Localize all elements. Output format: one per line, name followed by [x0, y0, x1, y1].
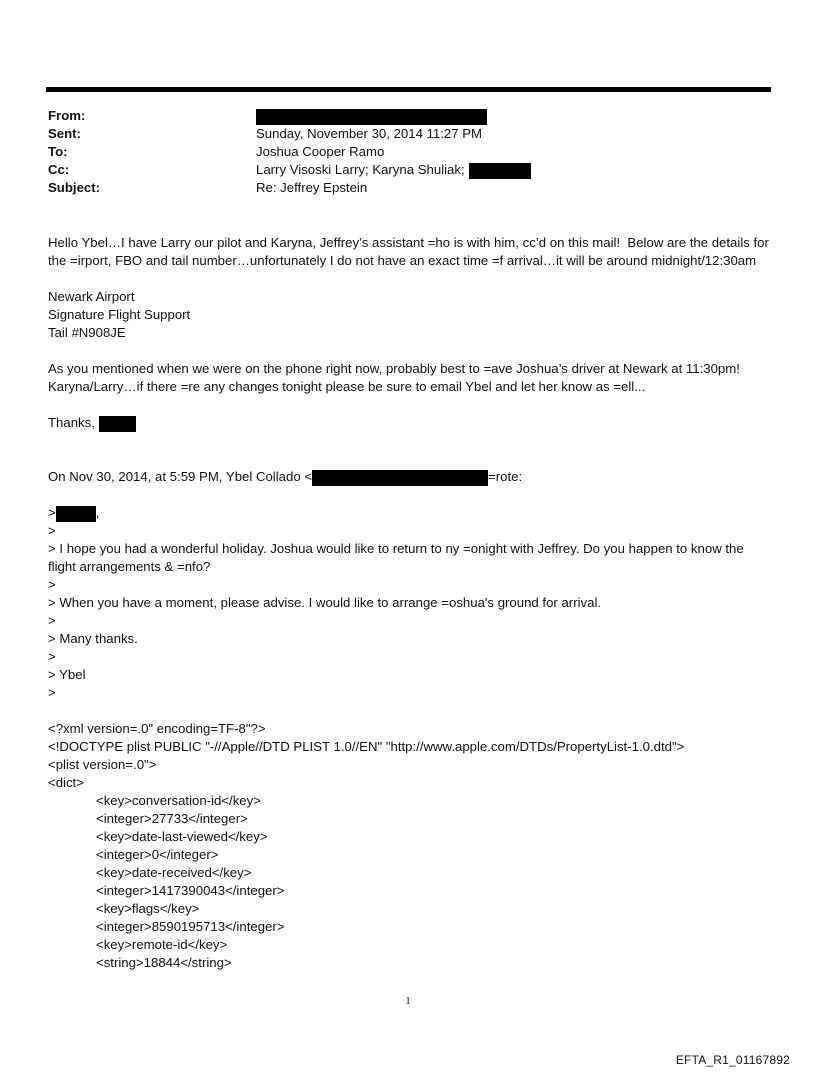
xml-line: <!DOCTYPE plist PUBLIC "-//Apple//DTD PLIST 1.0//EN" "http://www.apple.com/DTDs/PropertyList-1.0.dtd">	[48, 739, 685, 754]
address-line: Signature Flight Support	[48, 307, 191, 322]
from-row	[48, 107, 531, 125]
to-value: Joshua Cooper Ramo	[256, 144, 385, 159]
quote-line: >	[48, 649, 56, 664]
email-header	[48, 107, 531, 197]
quote-line: >	[48, 523, 56, 538]
sent-row	[48, 125, 531, 143]
cc-text: Larry Visoski Larry; Karyna Shuliak;	[256, 162, 465, 177]
xml-line: <integer>27733</integer>	[96, 811, 248, 826]
spacer	[48, 396, 773, 414]
xml-line: <integer>0</integer>	[96, 847, 219, 862]
quote-marker: >	[48, 505, 56, 520]
xml-line: <key>date-last-viewed</key>	[96, 829, 268, 844]
xml-line: <key>remote-id</key>	[96, 937, 228, 952]
page-number: 1	[405, 995, 411, 1007]
subject-value: Re: Jeffrey Epstein	[256, 180, 368, 195]
xml-line: <key>date-received</key>	[96, 865, 252, 880]
spacer	[48, 450, 773, 468]
email-body	[48, 234, 773, 972]
xml-line: <string>18844</string>	[96, 955, 232, 970]
document-id: EFTA_R1_01167892	[675, 1053, 790, 1067]
spacer	[48, 486, 773, 504]
address-line: Tail #N908JE	[48, 325, 126, 340]
quote-line: > Many thanks.	[48, 631, 138, 646]
subject-label: Subject:	[48, 180, 101, 195]
quote-intro-text: On Nov 30, 2014, at 5:59 PM, Ybel Collado <	[48, 469, 313, 484]
redaction	[312, 470, 488, 486]
to-row	[48, 143, 531, 161]
spacer	[48, 432, 773, 450]
quote-comma: ,	[95, 505, 100, 520]
quote-line	[48, 504, 773, 522]
from-label: From:	[48, 108, 86, 123]
spacer	[48, 342, 773, 360]
redaction	[56, 506, 96, 522]
xml-line: <integer>1417390043</integer>	[96, 883, 285, 898]
spacer	[48, 270, 773, 288]
spacer	[48, 702, 773, 720]
quote-line: > I hope you had a wonderful holiday. Joshua would like to return to ny =onight with Jeffrey. Do you happen to know the flight arrangements & =nfo?	[48, 541, 748, 574]
quote-intro-end: =rote:	[488, 469, 523, 484]
cc-row	[48, 161, 531, 179]
header-rule	[46, 87, 771, 92]
quote-line: > When you have a moment, please advise. I would like to arrange =oshua's ground for arrival.	[48, 595, 602, 610]
xml-line: <key>conversation-id</key>	[96, 793, 261, 808]
xml-line: <integer>8590195713</integer>	[96, 919, 285, 934]
quote-intro	[48, 468, 773, 486]
from-value	[256, 107, 487, 125]
redaction	[99, 416, 136, 432]
paragraph-driver: As you mentioned when we were on the phone right now, probably best to =ave Joshua’s driver at Newark at 11:30pm! Karyna/Larry…if there =re any changes tonight please be sure to email Ybel and let her know as =ell...	[48, 361, 744, 394]
cc-value	[256, 161, 531, 179]
cc-label: Cc:	[48, 162, 70, 177]
quote-line: >	[48, 685, 56, 700]
quote-line: >	[48, 577, 56, 592]
xml-line: <key>flags</key>	[96, 901, 200, 916]
redaction	[256, 109, 487, 125]
quote-line: >	[48, 613, 56, 628]
sent-value: Sunday, November 30, 2014 11:27 PM	[256, 126, 483, 141]
quote-line: > Ybel	[48, 667, 86, 682]
thanks-text: Thanks,	[48, 415, 95, 430]
redaction	[469, 163, 531, 179]
to-label: To:	[48, 144, 68, 159]
address-line: Newark Airport	[48, 289, 135, 304]
signoff	[48, 414, 773, 432]
xml-line: <?xml version=.0" encoding=TF-8"?>	[48, 721, 266, 736]
paragraph-intro: Hello Ybel…I have Larry our pilot and Karyna, Jeffrey’s assistant =ho is with him, cc’d on this mail! Below are the details for the =irport, FBO and tail number…unfortunately I do not have an exact time =f arrival…it will be around midnight/12:30am	[48, 235, 773, 268]
xml-line: <plist version=.0">	[48, 757, 157, 772]
xml-line: <dict>	[48, 775, 84, 790]
sent-label: Sent:	[48, 126, 81, 141]
subject-row	[48, 179, 531, 197]
